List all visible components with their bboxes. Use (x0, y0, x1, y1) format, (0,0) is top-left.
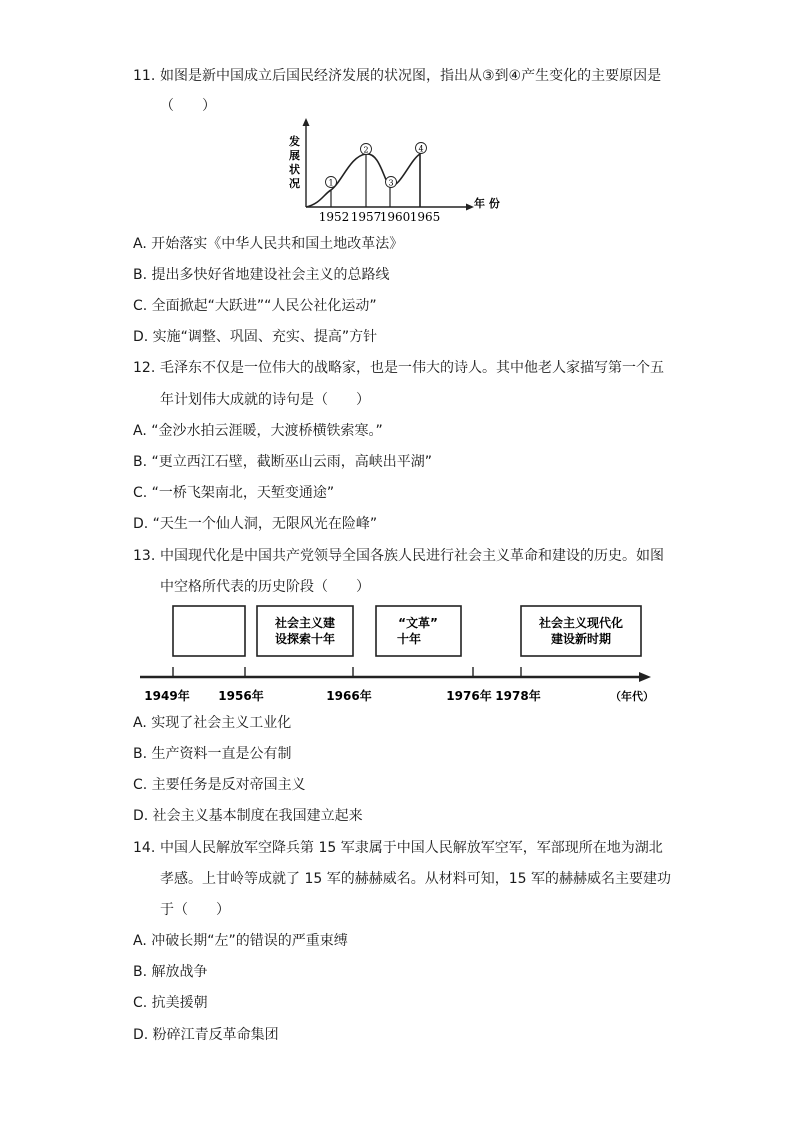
point-label: 1 (328, 178, 334, 188)
q13-stem-line1: 中国现代化是中国共产党领导全国各族人民进行社会主义革命和建设的历史。如图 (160, 548, 664, 564)
x-tick-label: 1965 (409, 210, 441, 224)
box-exploration-line2: 设探索十年 (274, 632, 336, 646)
q11-option-c: C. 全面掀起“大跃进”“人民公社化运动” (133, 298, 377, 314)
q12-stem-line2: 年计划伟大成就的诗句是（ ） (160, 392, 370, 408)
stage-box-cultural-revolution (376, 606, 461, 656)
q12-option-a: A. “金沙水拍云涯暖，大渡桥横铁索寒。” (133, 423, 383, 439)
q11-stem-line2: （ ） (160, 98, 216, 114)
q13-option-b: B. 生产资料一直是公有制 (133, 746, 292, 762)
timeline-unit-label: （年代） (610, 690, 654, 703)
q12-option-c: C. “一桥飞架南北，天堑变通途” (133, 485, 335, 501)
q11-number: 11. (133, 68, 156, 84)
box-cultural-line1: “文革” (398, 616, 438, 630)
q11-stem-line1: 如图是新中国成立后国民经济发展的状况图，指出从③到④产生变化的主要原因是 (160, 68, 662, 84)
box-cultural-line2: 十年 (396, 632, 422, 646)
q14-stem-line3: 于（ ） (160, 902, 230, 918)
box-modernization-line1: 社会主义现代化 (538, 616, 624, 630)
q13-stem-line2: 中空格所代表的历史阶段（ ） (160, 579, 370, 595)
q14-option-b: B. 解放战争 (133, 964, 208, 980)
point-label: 4 (418, 144, 424, 154)
x-tick-label: 1957 (350, 210, 382, 224)
development-curve (306, 154, 420, 207)
timeline-year-label: 1976年 (446, 689, 492, 703)
q11-option-a: A. 开始落实《中华人民共和国土地改革法》 (133, 236, 404, 252)
q11-development-chart (284, 118, 506, 228)
q12-stem-line1: 毛泽东不仅是一位伟大的战略家，也是一伟大的诗人。其中他老人家描写第一个五 (160, 360, 664, 376)
q11-option-d: D. 实施“调整、巩固、充实、提高”方针 (133, 329, 378, 345)
blank-stage-box (173, 606, 245, 656)
q13-number: 13. (133, 548, 156, 564)
box-modernization-line2: 建设新时期 (550, 632, 612, 646)
q12-option-d: D. “天生一个仙人洞，无限风光在险峰” (133, 516, 378, 532)
point-label: 2 (363, 145, 369, 155)
q12-number: 12. (133, 360, 156, 376)
point-label: 3 (388, 178, 394, 188)
y-label-char: 状 (289, 163, 300, 176)
timeline-year-label: 1956年 (218, 689, 264, 703)
stage-box-exploration (257, 606, 353, 656)
q13-option-d: D. 社会主义基本制度在我国建立起来 (133, 808, 363, 824)
q12-option-b: B. “更立西江石壁，截断巫山云雨，高峡出平湖” (133, 454, 433, 470)
box-exploration-line1: 社会主义建 (274, 616, 336, 630)
q13-timeline (136, 602, 658, 708)
timeline-year-label: 1949年 (144, 689, 190, 703)
y-label-char: 况 (289, 177, 300, 190)
x-tick-label: 1952 (318, 210, 350, 224)
timeline-year-label: 1966年 (326, 689, 372, 703)
q11-option-b: B. 提出多快好省地建设社会主义的总路线 (133, 267, 390, 283)
q13-option-a: A. 实现了社会主义工业化 (133, 715, 292, 731)
q14-option-d: D. 粉碎江青反革命集团 (133, 1027, 279, 1043)
q14-number: 14. (133, 840, 156, 856)
y-label-char: 发 (289, 135, 300, 148)
x-tick-label: 1960 (379, 210, 411, 224)
q13-option-c: C. 主要任务是反对帝国主义 (133, 777, 306, 793)
x-axis-label: 年 份 (474, 197, 500, 210)
q14-stem-line2: 孝感。上甘岭等成就了 15 军的赫赫威名。从材料可知，15 军的赫赫威名主要建功 (160, 871, 671, 887)
q14-option-c: C. 抗美援朝 (133, 995, 208, 1011)
stage-box-modernization (521, 606, 641, 656)
q14-stem-line1: 中国人民解放军空降兵第 15 军隶属于中国人民解放军空军，军部现所在地为湖北 (160, 840, 663, 856)
q14-option-a: A. 冲破长期“左”的错误的严重束缚 (133, 933, 348, 949)
y-label-char: 展 (289, 149, 300, 162)
timeline-year-label: 1978年 (495, 689, 541, 703)
